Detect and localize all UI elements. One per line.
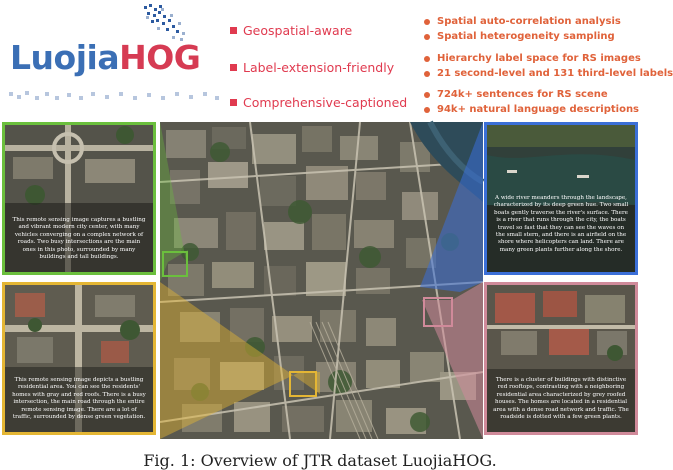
feature-label: Comprehensive-captioned bbox=[243, 95, 408, 110]
bullet-item bbox=[424, 53, 641, 64]
bullet-item bbox=[424, 16, 621, 27]
logo-title-part2: HOG bbox=[119, 38, 201, 77]
bullet-item bbox=[424, 68, 673, 79]
feature-label-extension bbox=[230, 60, 394, 75]
panel-caption-yellow: This remote sensing image depicts a bustling residential area. You can see the residents' homes with gray and red roofs. There is a busy intersection, the main road through the entire remote sensing image. There are a lot of traffic, surrounded by dense green vegetation. bbox=[12, 377, 146, 421]
bullet-item bbox=[424, 104, 639, 115]
bullet-text: 21 second-level and 131 third-level labels bbox=[437, 68, 673, 79]
panel-caption-pink: There is a cluster of buildings with distinctive red rooftops, contrasting with a neighboring residential area characterized by grey roofed houses. The homes are located in a residential area with a dense road network and traffic. The roadside is dotted with a few green plants. bbox=[493, 377, 629, 421]
caption-panel-blue bbox=[484, 122, 638, 275]
feature-geospatial bbox=[230, 23, 352, 38]
feature-marker-icon bbox=[230, 99, 237, 106]
panel-caption-blue: A wide river meanders through the landscape, characterized by its deep green hue. Two small boats gently traverse the river's surface. There is a river that runs through the city, the boats travel so fast that they can see the waves on the small stern, and there is an airfield on the shore where helicopters can land. There are many green plants further along the shore. bbox=[493, 195, 629, 253]
bullet-item bbox=[424, 31, 615, 42]
caption-panel-yellow bbox=[2, 282, 156, 435]
caption-panel-pink bbox=[484, 282, 638, 435]
bullet-dot-icon bbox=[424, 19, 430, 25]
logo-title-part1: Luojia bbox=[10, 38, 120, 77]
logo bbox=[4, 2, 226, 112]
panel-caption-green: This remote sensing image captures a bustling and vibrant modern city center, with many vehicles converging on a complex network of roads. Two busy intersections are the main ones in this photo, surrounded by many buildings and tall buildings. bbox=[12, 217, 146, 261]
aerial-city-image bbox=[160, 122, 483, 439]
caption-panel-green bbox=[2, 122, 156, 275]
feature-marker-icon bbox=[230, 27, 237, 34]
feature-label: Geospatial-aware bbox=[243, 23, 353, 38]
bullet-text: Hierarchy label space for RS images bbox=[437, 53, 641, 64]
logo-underline-pixels bbox=[9, 90, 221, 102]
bullet-dot-icon bbox=[424, 71, 430, 77]
feature-marker-icon bbox=[230, 64, 237, 71]
bullet-text: 724k+ sentences for RS scene bbox=[437, 89, 608, 100]
logo-title bbox=[10, 38, 200, 77]
figure-caption: Fig. 1: Overview of JTR dataset LuojiaHOG. bbox=[143, 451, 497, 470]
bullet-item bbox=[424, 89, 608, 100]
bullet-dot-icon bbox=[424, 56, 430, 62]
bullet-dot-icon bbox=[424, 107, 430, 113]
bullet-text: Spatial heterogeneity sampling bbox=[437, 31, 615, 42]
bullet-dot-icon bbox=[424, 92, 430, 98]
bullet-text: Spatial auto-correlation analysis bbox=[437, 16, 621, 27]
feature-comprehensive bbox=[230, 95, 407, 110]
bullet-text: 94k+ natural language descriptions bbox=[437, 104, 640, 115]
feature-label: Label-extension-friendly bbox=[243, 60, 395, 75]
bullet-dot-icon bbox=[424, 34, 430, 40]
